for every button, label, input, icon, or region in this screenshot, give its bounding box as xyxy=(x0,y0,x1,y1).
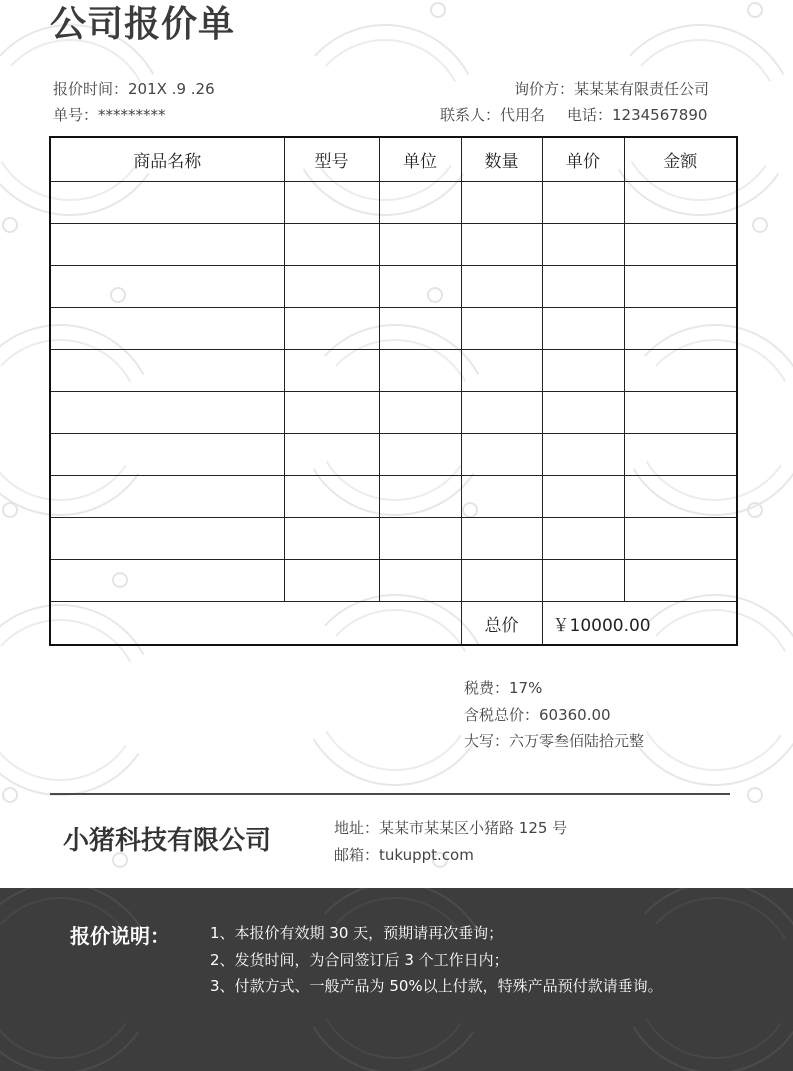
table-body xyxy=(50,182,737,602)
table-cell xyxy=(542,392,624,434)
table-row xyxy=(50,224,737,266)
table-cell xyxy=(284,182,379,224)
watermark-arc xyxy=(0,749,138,795)
table-row xyxy=(50,434,737,476)
total-label: 总价 xyxy=(461,602,542,646)
contact-person: 联系人：代用名 xyxy=(440,106,546,124)
table-cell xyxy=(50,308,284,350)
table-cell xyxy=(624,392,737,434)
table-cell xyxy=(624,266,737,308)
table-cell xyxy=(461,308,542,350)
watermark-arc xyxy=(630,25,783,74)
note-item: 3、付款方式、一般产品为 50%以上付款，特殊产品预付款请垂询。 xyxy=(210,977,663,995)
table-cell xyxy=(379,182,461,224)
table-row xyxy=(50,308,737,350)
company-contact xyxy=(334,815,567,869)
watermark-dot xyxy=(748,788,762,802)
watermark-dot xyxy=(431,3,445,17)
table-cell xyxy=(284,434,379,476)
tax-summary xyxy=(464,675,644,755)
table-cell xyxy=(379,560,461,602)
table-cell xyxy=(624,308,737,350)
table-cell xyxy=(50,476,284,518)
table-cell xyxy=(284,518,379,560)
table-cell xyxy=(624,182,737,224)
table-cell xyxy=(379,434,461,476)
watermark-arc xyxy=(0,741,126,780)
table-cell xyxy=(542,518,624,560)
quote-time: 报价时间：201X .9 .26 xyxy=(53,80,215,98)
table-row xyxy=(50,350,737,392)
section-divider xyxy=(50,793,730,795)
table-cell xyxy=(624,434,737,476)
note-item: 1、本报价有效期 30 天，预期请再次垂询； xyxy=(210,924,504,942)
phone-number: 电话：1234567890 xyxy=(567,106,708,124)
total-value: ￥10000.00 xyxy=(542,602,737,646)
table-cell xyxy=(379,518,461,560)
table-cell xyxy=(461,266,542,308)
table-cell xyxy=(284,560,379,602)
watermark-arc xyxy=(656,898,785,940)
table-cell xyxy=(461,392,542,434)
table-row xyxy=(50,392,737,434)
company-email: 邮箱：tukuppt.com xyxy=(334,846,474,864)
col-header-amount: 金额 xyxy=(624,137,737,182)
table-header-row xyxy=(50,137,737,182)
watermark-arc xyxy=(326,731,461,770)
quote-table xyxy=(49,136,738,646)
table-cell xyxy=(50,224,284,266)
watermark-arc xyxy=(646,1019,781,1058)
table-row xyxy=(50,560,737,602)
table-cell xyxy=(50,392,284,434)
watermark-dot xyxy=(3,788,17,802)
company-name: 小猪科技有限公司 xyxy=(63,826,272,856)
table-cell xyxy=(284,266,379,308)
table-cell xyxy=(542,224,624,266)
tax-rate: 税费：17% xyxy=(464,679,543,697)
watermark-dot xyxy=(753,218,767,232)
col-header-product-name: 商品名称 xyxy=(50,137,284,182)
table-cell xyxy=(284,392,379,434)
table-cell xyxy=(379,266,461,308)
watermark-arc xyxy=(646,731,781,770)
watermark-arc xyxy=(315,25,468,74)
table-cell xyxy=(542,266,624,308)
table-cell xyxy=(624,476,737,518)
table-cell xyxy=(379,392,461,434)
table-cell xyxy=(542,476,624,518)
table-row xyxy=(50,518,737,560)
watermark-arc xyxy=(326,40,455,82)
table-cell xyxy=(461,224,542,266)
col-header-model: 型号 xyxy=(284,137,379,182)
watermark-dot xyxy=(3,218,17,232)
table-cell xyxy=(461,350,542,392)
table-cell xyxy=(284,308,379,350)
watermark-arc xyxy=(645,888,793,932)
watermark-arc xyxy=(326,1019,461,1058)
notes-list xyxy=(210,920,663,1000)
table-cell xyxy=(542,182,624,224)
table-cell xyxy=(50,434,284,476)
table-cell xyxy=(379,476,461,518)
table-row xyxy=(50,182,737,224)
table-row xyxy=(50,266,737,308)
inquirer: 询价方：某某某有限责任公司 xyxy=(513,80,709,98)
table-cell xyxy=(379,308,461,350)
company-address: 地址：某某市某某区小猪路 125 号 xyxy=(334,819,568,837)
watermark-dot xyxy=(3,503,17,517)
table-cell xyxy=(50,182,284,224)
table-cell xyxy=(542,350,624,392)
table-cell xyxy=(50,350,284,392)
table-cell xyxy=(542,308,624,350)
table-cell xyxy=(461,476,542,518)
col-header-quantity: 数量 xyxy=(461,137,542,182)
page-title: 公司报价单 xyxy=(50,4,236,45)
table-cell xyxy=(461,434,542,476)
watermark-arc xyxy=(0,1019,126,1058)
note-item: 2、发货时间，为合同签订后 3 个工作日内； xyxy=(210,950,509,969)
table-cell xyxy=(542,560,624,602)
table-cell xyxy=(379,224,461,266)
table-cell xyxy=(542,434,624,476)
table-cell xyxy=(624,350,737,392)
table-cell xyxy=(50,518,284,560)
col-header-unit: 单位 xyxy=(379,137,461,182)
table-cell xyxy=(624,518,737,560)
quote-number: 单号：********* xyxy=(53,106,166,124)
total-with-tax: 含税总价：60360.00 xyxy=(464,705,611,724)
table-cell xyxy=(461,182,542,224)
total-row xyxy=(50,602,737,646)
notes-title: 报价说明： xyxy=(70,924,170,948)
quote-table-container xyxy=(49,136,738,647)
table-cell xyxy=(461,560,542,602)
table-cell xyxy=(284,476,379,518)
col-header-unit-price: 单价 xyxy=(542,137,624,182)
table-row xyxy=(50,476,737,518)
table-cell xyxy=(624,560,737,602)
table-cell xyxy=(50,560,284,602)
table-cell xyxy=(624,224,737,266)
watermark-arc xyxy=(314,739,474,785)
table-cell xyxy=(50,266,284,308)
watermark-dot xyxy=(748,3,762,17)
table-cell xyxy=(284,350,379,392)
watermark-arc xyxy=(634,739,793,785)
watermark-arc xyxy=(641,40,770,82)
table-cell xyxy=(379,350,461,392)
watermark-dot xyxy=(748,503,762,517)
total-row-spacer xyxy=(50,602,461,646)
table-cell xyxy=(284,224,379,266)
amount-in-words: 大写：六万零叁佰陆拾元整 xyxy=(464,732,645,750)
table-cell xyxy=(461,518,542,560)
